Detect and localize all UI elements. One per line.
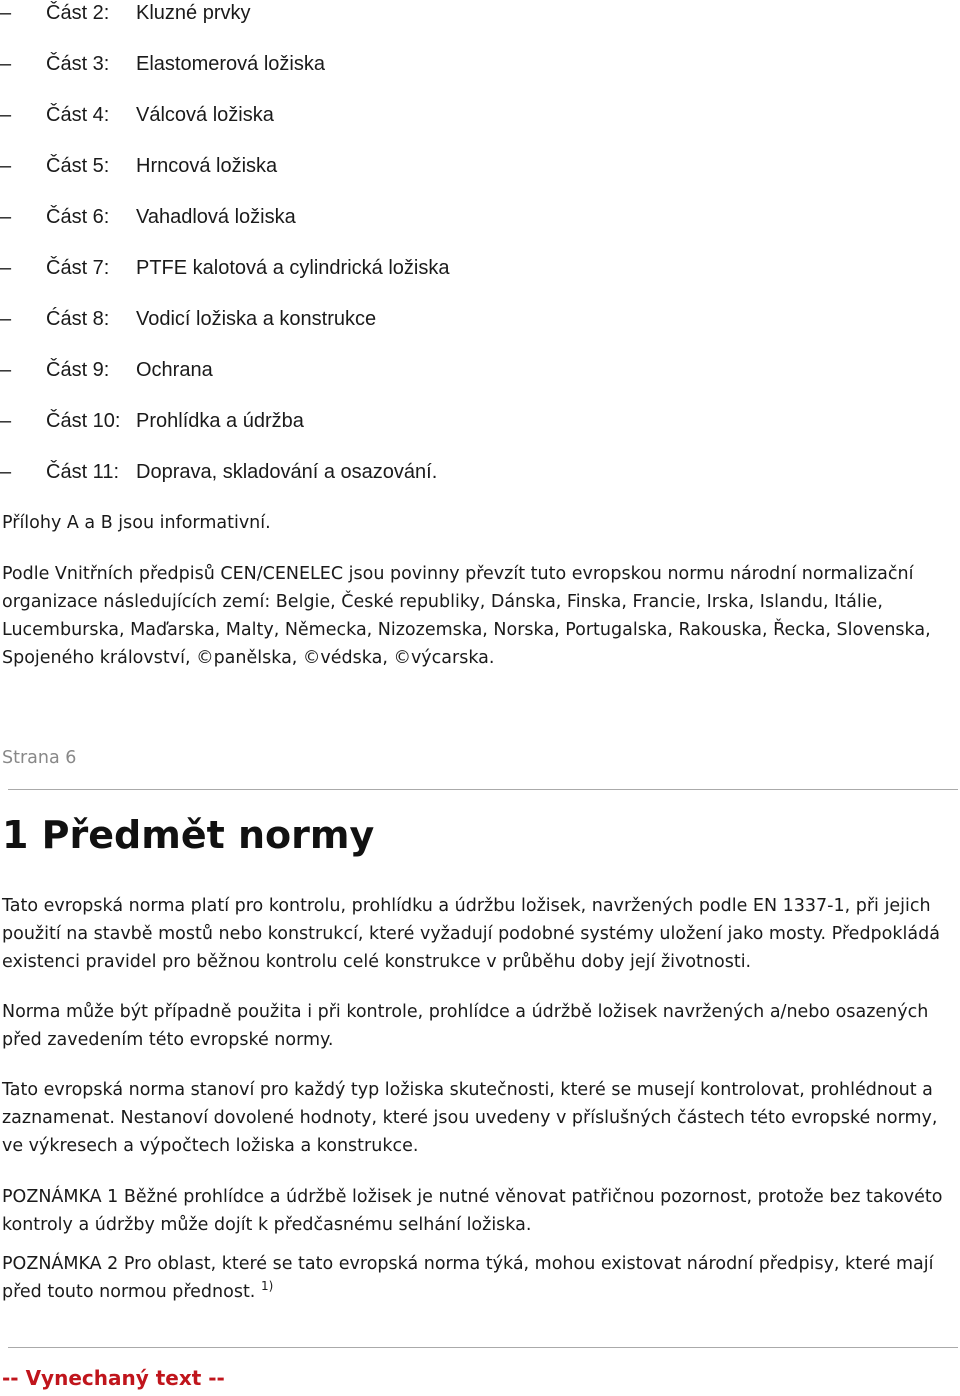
list-dash: –	[0, 104, 12, 126]
part-title: Doprava, skladování a osazování.	[136, 461, 438, 483]
list-dash: –	[0, 308, 12, 330]
part-title: Kluzné prvky	[136, 2, 251, 24]
scope-paragraph-3: Tato evropská norma stanoví pro každý typ ložiska skutečnosti, které se musejí kontrolovat, prohlédnout a zaznamenat. Nestanoví dovolené hodnoty, které jsou uvedeny v příslušných částech této evropské normy, ve výkresech a výpočtech ložiska a konstrukce.	[2, 1080, 938, 1156]
part-number: Část 9:	[46, 359, 110, 381]
footnote-ref-link[interactable]: 1)	[260, 1279, 274, 1294]
scope-paragraph-1: Tato evropská norma platí pro kontrolu, prohlídku a údržbu ložisek, navržených podle EN 1337-1, při jejich použití na stavbě mostů nebo konstrukcí, které vyžadují podobné systémy uložení jako mosty. Předpokládá existenci pravidel pro běžnou kontrolu celé konstrukce v průběhu doby její životnosti.	[2, 896, 940, 972]
part-title: Prohlídka a údržba	[136, 410, 304, 432]
list-dash: –	[0, 410, 12, 432]
part-number: Část 11:	[46, 461, 119, 483]
part-number: Část 7:	[46, 257, 110, 279]
note-1: POZNÁMKA 1 Běžné prohlídce a údržbě ložisek je nutné věnovat patřičnou pozornost, protože bez takovéto kontroly a údržby může dojít k předčasnému selhání ložiska.	[2, 1187, 943, 1235]
annexes-note: Přílohy A a B jsou informativní.	[2, 513, 271, 533]
part-number: Část 6:	[46, 206, 110, 228]
part-title: Ochrana	[136, 359, 213, 381]
list-dash: –	[0, 461, 12, 483]
part-number: Část 3:	[46, 53, 110, 75]
omitted-text-notice: -- Vynechaný text --	[2, 1366, 225, 1390]
list-dash: –	[0, 359, 12, 381]
note-2-text: POZNÁMKA 2 Pro oblast, které se tato evropská norma týká, mohou existovat národní předpisy, které mají před touto normou přednost.	[2, 1254, 934, 1302]
list-dash: –	[0, 2, 12, 24]
part-title: Elastomerová ložiska	[136, 53, 325, 75]
part-title: Vodicí ložiska a konstrukce	[136, 308, 377, 330]
part-number: Část 5:	[46, 155, 110, 177]
page-label: Strana 6	[2, 748, 77, 768]
list-dash: –	[0, 257, 12, 279]
part-number: Ćást 8:	[46, 308, 110, 330]
part-title: Hrncová ložiska	[136, 155, 278, 177]
part-number: Část 4:	[46, 104, 110, 126]
list-dash: –	[0, 53, 12, 75]
cen-countries-paragraph: Podle Vnitřních předpisů CEN/CENELEC jsou povinny převzít tuto evropskou normu národní normalizační organizace následujících zemí: Belgie, České republiky, Dánska, Finska, Francie, Irska, Islandu, Itálie, Lucemburska, Maďarska, Malty, Německa, Nizozemska, Norska, Portugalska, Rakouska, Řecka, Slovenska, Spojeného království, ©panělska, ©védska, ©výcarska.	[2, 564, 931, 668]
list-dash: –	[0, 206, 12, 228]
note-2	[2, 1250, 960, 1306]
section-divider	[8, 1347, 958, 1348]
page-divider	[8, 789, 958, 790]
section-heading: 1 Předmět normy	[2, 813, 375, 857]
scope-paragraph-2: Norma může být případně použita i při kontrole, prohlídce a údržbě ložisek navržených a/nebo osazených před zavedením této evropské normy.	[2, 1002, 929, 1050]
part-number: Část 2:	[46, 2, 110, 24]
part-title: PTFE kalotová a cylindrická ložiska	[136, 257, 450, 279]
list-dash: –	[0, 155, 12, 177]
part-title: Vahadlová ložiska	[136, 206, 296, 228]
part-title: Válcová ložiska	[136, 104, 274, 126]
part-number: Část 10:	[46, 410, 121, 432]
